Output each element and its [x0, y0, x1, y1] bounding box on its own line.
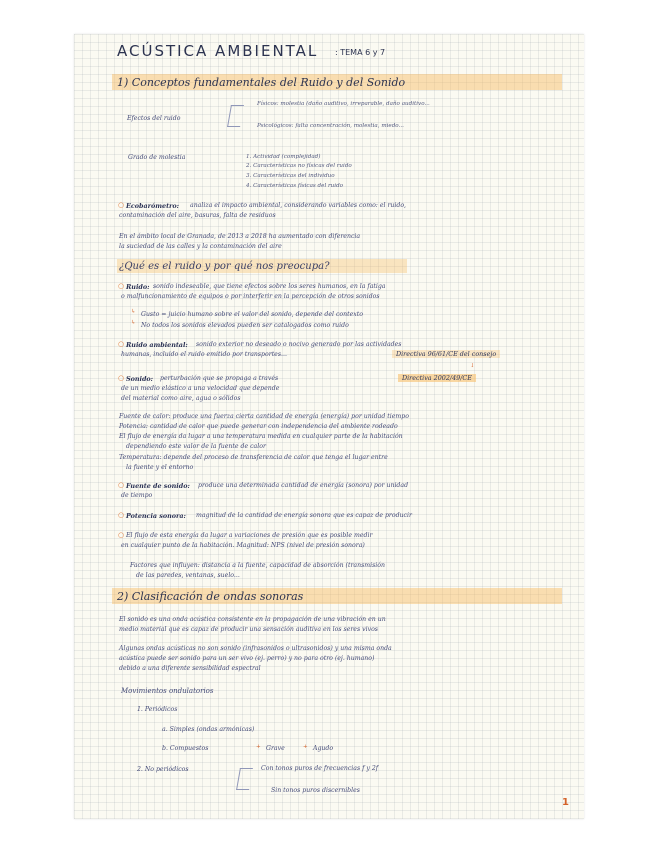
section-heading-2: 2) Clasificación de ondas sonoras	[117, 590, 304, 603]
directive-badge: Directiva 2002/49/CE	[398, 374, 476, 382]
ruido-ambiental-term: Ruido ambiental:	[126, 341, 188, 349]
plus-icon: +	[256, 744, 261, 750]
grado-label: Grado de molestia	[128, 154, 186, 161]
flujo-text: El flujo de esta energía da lugar a variaciones de presión que es posible medir	[126, 532, 373, 539]
directive-badge: Directiva 96/61/CE del consejo	[392, 350, 500, 358]
bullet-icon: ○	[118, 282, 125, 290]
agudo-item: Agudo	[313, 745, 334, 752]
grado-item: 3. Características del individuo	[246, 173, 335, 179]
ruido-term: Ruido:	[126, 283, 150, 291]
bullet-icon: ○	[118, 481, 125, 489]
bullet-icon: ○	[118, 201, 125, 209]
ecobarometro-term: Ecobarómetro:	[126, 202, 180, 210]
ruido-text: o malfuncionamiento de equipos o por interferir en la percepción de otros sonidos	[121, 293, 380, 300]
sonido-definition: El sonido es una onda acústica consistente en la propagación de una vibración en un	[119, 616, 386, 623]
efectos-item: Psicológicos: falta concentración, molestia, miedo...	[257, 123, 404, 129]
sonido-text: de un medio elástico a una velocidad que depende	[121, 385, 280, 392]
arrow-icon: ↳	[131, 320, 136, 326]
movimientos-label: Movimientos ondulatorios	[121, 687, 214, 695]
grave-item: Grave	[266, 745, 285, 752]
granada-text: En el ámbito local de Granada, de 2013 a 2018 ha aumentado con diferencia	[119, 233, 361, 240]
grado-item: 4. Características físicas del ruido	[246, 183, 344, 189]
fuente-sonido-text: de tiempo	[121, 492, 153, 499]
no-periodicos-item: 2. No periódicos	[137, 766, 189, 773]
ruido-note: Gusto = juicio humano sobre el valor del sonido, depende del contexto	[141, 311, 363, 318]
ondas-text: acústica puede ser sonido para un ser vivo (ej. perro) y no para otro (ej. humano)	[119, 655, 375, 662]
calor-text: Fuente de calor: produce una fuerza cierta cantidad de energía (energía) por unidad tiempo	[119, 413, 409, 420]
section-heading-1: 1) Conceptos fundamentales del Ruido y del Sonido	[117, 76, 406, 89]
sonido-text: perturbación que se propaga a través	[160, 375, 279, 382]
bullet-icon: ○	[118, 511, 125, 519]
bullet-icon: ○	[118, 374, 125, 382]
arrow-icon: ↳	[131, 309, 136, 315]
grado-item: 1. Actividad (complejidad)	[246, 154, 321, 160]
efectos-label: Efectos del ruido	[127, 115, 181, 122]
page-number: 1	[562, 797, 569, 808]
simples-item: a. Simples (ondas armónicas)	[162, 726, 255, 733]
sonido-definition: medio material que es capaz de producir una sensación auditiva en los seres vivos	[119, 626, 378, 633]
calor-text: El flujo de energía da lugar a una temperatura medida en cualquier parte de la habitación	[119, 433, 403, 440]
compuestos-item: b. Compuestos	[162, 745, 209, 752]
sonido-text: del material como aire, agua o sólidos	[121, 395, 241, 402]
bullet-icon: ○	[118, 531, 125, 539]
ecobarometro-text: contaminación del aire, basuras, falta de residuos	[119, 212, 276, 219]
potencia-sonora-term: Potencia sonora:	[126, 512, 186, 520]
sonido-term: Sonido:	[126, 375, 154, 383]
calor-text: Temperatura: depende del proceso de transferencia de calor que tenga el lugar entre	[119, 454, 388, 461]
ondas-text: Algunas ondas acústicas no son sonido (infrasonidos o ultrasonidos) y una misma onda	[119, 645, 392, 652]
no-periodicos-detail: Sin tonos puros discernibles	[271, 787, 360, 794]
no-periodicos-detail: Con tonos puros de frecuencias f y 2f	[261, 765, 379, 772]
factores-text: de las paredes, ventanas, suelo...	[136, 572, 240, 579]
potencia-sonora-text: magnitud de la cantidad de energía sonora que es capaz de producir	[196, 512, 412, 519]
ruido-text: sonido indeseable, que tiene efectos sobre los seres humanos, en la fatiga	[153, 283, 386, 290]
page-title: ACÚSTICA AMBIENTAL	[117, 42, 319, 60]
page-subtitle: : TEMA 6 y 7	[335, 48, 386, 57]
question-heading: ¿Qué es el ruido y por qué nos preocupa?	[119, 261, 330, 272]
calor-text: dependiendo este valor de la fuente de calor	[126, 443, 266, 450]
ondas-text: debido a una diferente sensibilidad espectral	[119, 665, 261, 672]
ecobarometro-text: analiza el impacto ambiental, considerando variables como: el ruido,	[190, 202, 407, 209]
fuente-sonido-term: Fuente de sonido:	[126, 482, 190, 490]
efectos-item: Físicos: molestia (daño auditivo, irreparable, daño auditivo...	[257, 101, 430, 107]
grado-item: 2. Características no físicas del ruido	[246, 163, 352, 169]
granada-text: la suciedad de las calles y la contaminación del aire	[119, 243, 282, 250]
bullet-icon: ○	[118, 340, 125, 348]
ruido-ambiental-text: humanas, incluido el ruido emitido por transportes...	[121, 351, 287, 358]
calor-text: la fuente y el entorno	[126, 464, 194, 471]
fuente-sonido-text: produce una determinada cantidad de energía (sonora) por unidad	[198, 482, 409, 489]
down-arrow-icon: ↓	[470, 363, 475, 369]
ruido-ambiental-text: sonido exterior no deseado o nocivo generado por las actividades	[196, 341, 402, 348]
plus-icon: +	[303, 744, 308, 750]
periodicos-item: 1. Periódicos	[137, 706, 178, 713]
ruido-note: No todos los sonidos elevados pueden ser catalogados como ruido	[141, 322, 349, 329]
flujo-text: en cualquier punto de la habitación. Magnitud: NPS (nivel de presión sonora)	[121, 542, 365, 549]
calor-text: Potencia: cantidad de calor que puede generar con independencia del ambiente rodeado	[119, 423, 398, 430]
factores-text: Factores que influyen: distancia a la fuente, capacidad de absorción (transmisión	[130, 562, 385, 569]
